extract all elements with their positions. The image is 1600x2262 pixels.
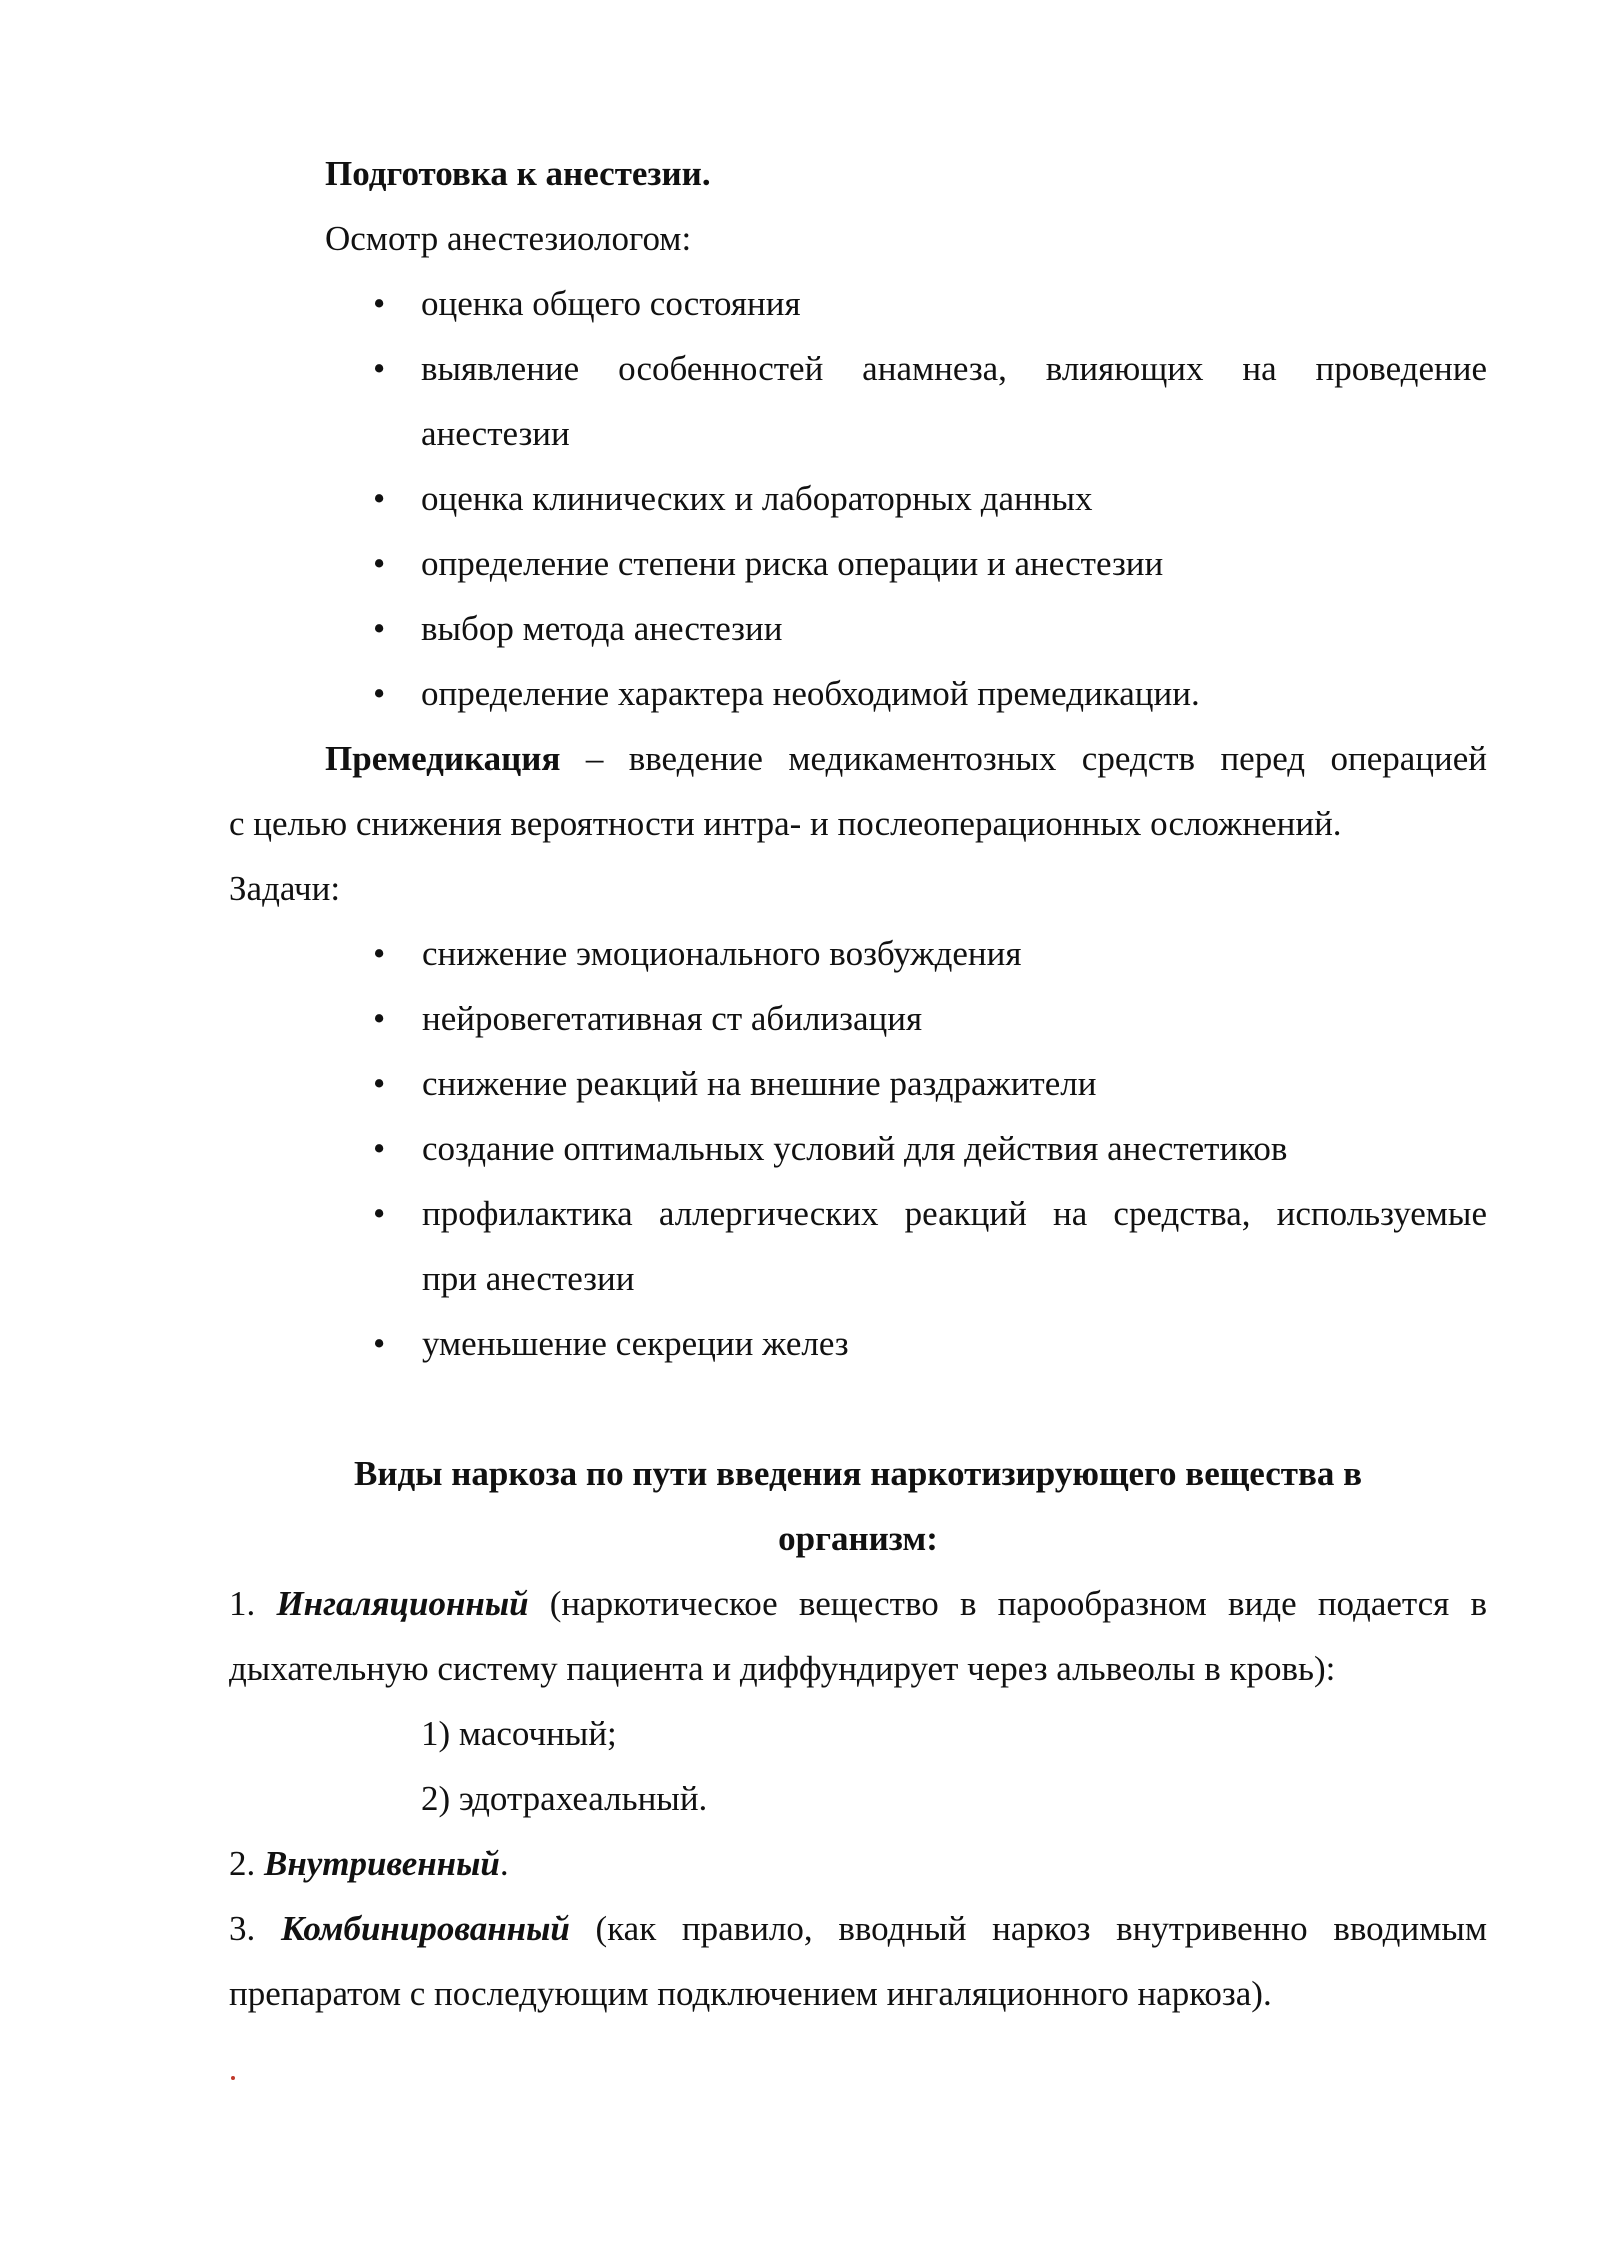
type-item-combined bbox=[229, 1907, 1487, 1951]
task-item: создание оптимальных условий для действия анестетиков bbox=[422, 1129, 1288, 1168]
type-item-combined-text bbox=[229, 1907, 1487, 1951]
bullet-marker: • bbox=[373, 609, 386, 648]
bullet-marker: • bbox=[373, 1194, 386, 1233]
list-item-text: выявление особенностей анамнеза, влияющих на проведение bbox=[421, 349, 1487, 388]
list-item-continuation: анестезии bbox=[421, 414, 570, 453]
types-heading-line1: Виды наркоза по пути введения наркотизирующего вещества в bbox=[353, 1454, 1363, 1493]
red-dot-mark bbox=[231, 2076, 235, 2080]
exam-intro: Осмотр анестезиологом: bbox=[325, 219, 692, 258]
bullet-marker: • bbox=[373, 999, 386, 1038]
type-number: 2. bbox=[229, 1844, 256, 1883]
section-title: Подготовка к анестезии. bbox=[325, 154, 711, 193]
task-item bbox=[422, 1192, 1487, 1236]
types-heading-line2: организм: bbox=[778, 1519, 938, 1558]
bullet-marker: • bbox=[373, 349, 386, 388]
bullet-marker: • bbox=[373, 1324, 386, 1363]
list-item: выбор метода анестезии bbox=[421, 609, 783, 648]
list-item: определение степени риска операции и анестезии bbox=[421, 544, 1164, 583]
premed-definition-text bbox=[325, 737, 1487, 781]
type-description: (как правило, вводный наркоз внутривенно вводимым bbox=[595, 1909, 1488, 1948]
type-description-continuation: дыхательную систему пациента и диффундирует через альвеолы в кровь): bbox=[229, 1649, 1336, 1688]
type-item-inhalation bbox=[229, 1582, 1487, 1626]
tasks-label: Задачи: bbox=[229, 869, 341, 908]
premed-term: Премедикация bbox=[325, 739, 561, 778]
type-number: 1. bbox=[229, 1584, 256, 1623]
list-item: оценка клинических и лабораторных данных bbox=[421, 479, 1093, 518]
task-item: нейровегетативная ст абилизация bbox=[422, 999, 923, 1038]
task-item: снижение эмоционального возбуждения bbox=[422, 934, 1022, 973]
bullet-marker: • bbox=[373, 1129, 386, 1168]
task-item: уменьшение секреции желез bbox=[422, 1324, 849, 1363]
bullet-marker: • bbox=[373, 284, 386, 323]
sub-item: 1) масочный; bbox=[421, 1714, 617, 1753]
premed-definition-line bbox=[325, 737, 1487, 781]
list-item: оценка общего состояния bbox=[421, 284, 801, 323]
task-item-text: профилактика аллергических реакций на средства, используемые bbox=[422, 1194, 1487, 1233]
type-term: Комбинированный bbox=[280, 1909, 570, 1948]
bullet-marker: • bbox=[373, 479, 386, 518]
sub-item: 2) эдотрахеальный. bbox=[421, 1779, 708, 1818]
bullet-marker: • bbox=[373, 544, 386, 583]
premed-definition-continuation: с целью снижения вероятности интра- и послеоперационных осложнений. bbox=[229, 804, 1342, 843]
type-term: Ингаляционный bbox=[276, 1584, 529, 1623]
type-item-intravenous bbox=[229, 1842, 509, 1886]
type-item-inhalation-text bbox=[229, 1582, 1487, 1626]
type-number: 3. bbox=[229, 1909, 256, 1948]
type-term: Внутривенный bbox=[264, 1844, 500, 1883]
list-item: определение характера необходимой премедикации. bbox=[421, 674, 1200, 713]
type-description-continuation: препаратом с последующим подключением ингаляционного наркоза). bbox=[229, 1974, 1272, 2013]
bullet-marker: • bbox=[373, 934, 386, 973]
task-item: снижение реакций на внешние раздражители bbox=[422, 1064, 1097, 1103]
bullet-marker: • bbox=[373, 1064, 386, 1103]
premed-definition: – введение медикаментозных средств перед операцией bbox=[585, 739, 1488, 778]
task-item-continuation: при анестезии bbox=[422, 1259, 635, 1298]
type-tail: . bbox=[499, 1844, 509, 1883]
list-item bbox=[421, 347, 1487, 391]
type-description: (наркотическое вещество в парообразном виде подается в bbox=[549, 1584, 1487, 1623]
bullet-marker: • bbox=[373, 674, 386, 713]
